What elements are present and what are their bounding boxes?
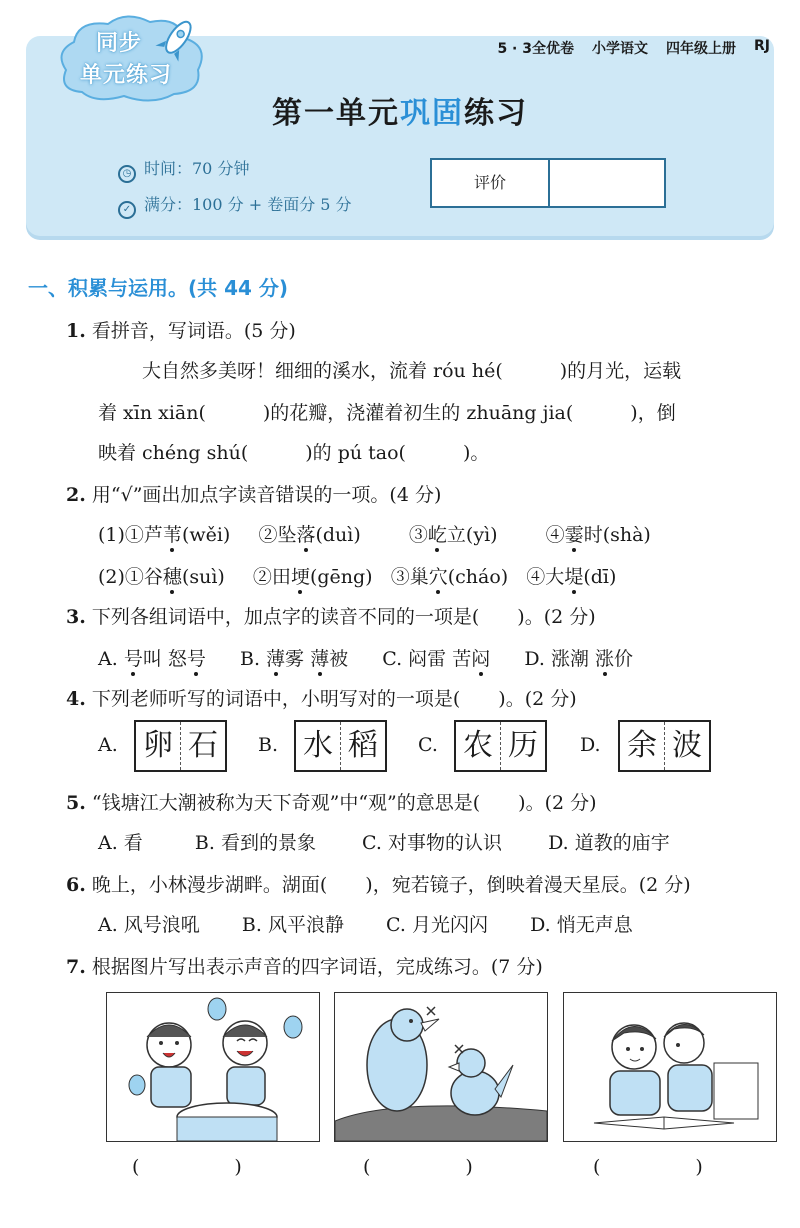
q2-row2	[98, 562, 616, 589]
q4-d-word[interactable]	[618, 720, 711, 772]
q2-2-opt4-dotted: 堤	[564, 566, 584, 588]
q3-stem	[66, 602, 596, 629]
q2-2-opt2-dotted: 埂	[290, 566, 310, 588]
q3-b-dotted2: 薄	[310, 648, 330, 670]
q2-2-opt4-pinyin: (dī)	[583, 566, 617, 588]
q4-d-char1: 余	[620, 722, 665, 770]
q2-text: 用“√”画出加点字读音错误的一项。(4 分)	[91, 484, 442, 506]
q7-answer-blank-3[interactable]: ( )	[593, 1156, 703, 1178]
q6-text: 晚上，小林漫步湖畔。湖面( )，宛若镜子，倒映着漫天星辰。(2 分)	[91, 874, 691, 896]
q4-b-char2: 稻	[348, 728, 378, 763]
q4-a-char1: 卵	[136, 722, 181, 770]
q2-stem	[66, 480, 441, 507]
q4-c-char1: 农	[456, 722, 501, 770]
q2-row1	[98, 520, 651, 547]
q4-a-char2: 石	[188, 728, 218, 763]
q2-1-opt4-pre: ④	[545, 524, 565, 546]
q2-2-opt1-pinyin: (suì)	[181, 566, 225, 588]
q2-1-opt3-pre: ③	[408, 524, 428, 546]
q3-a-label: A.	[98, 648, 124, 670]
q5-text: “钱塘江大潮被称为天下奇观”中“观”的意思是( )。(2 分)	[91, 792, 597, 814]
q2-1-opt3-rest: 立(yì)	[446, 524, 498, 546]
badge-text-line2: 单元练习	[80, 63, 173, 88]
check-icon: ✓	[118, 201, 136, 219]
q3-b-dotted1: 薄	[266, 648, 286, 670]
title-part1: 第一单元	[272, 96, 400, 131]
q6-option-a[interactable]: A. 风号浪吼	[98, 914, 200, 936]
q4-a-word[interactable]	[134, 720, 227, 772]
q3-b-mid: 雾	[285, 648, 311, 670]
page-title	[0, 88, 800, 132]
q6-number: 6.	[66, 874, 86, 896]
score-text: 满分：100 分 + 卷面分 5 分	[144, 195, 352, 214]
q4-c-label: C.	[418, 734, 438, 756]
q2-2-opt1-dotted: 穗	[162, 566, 182, 588]
q3-number: 3.	[66, 606, 86, 628]
q3-d-pre: D. 涨潮	[524, 648, 595, 670]
q6-option-b[interactable]: B. 风平浪静	[241, 914, 344, 936]
q2-1-opt1-pre: (1)①芦	[98, 524, 163, 546]
q2-1-opt4-rest: 时(shà)	[583, 524, 651, 546]
badge-text-line1: 同步	[96, 31, 143, 56]
clock-icon: ◷	[118, 165, 136, 183]
q4-d-char2: 波	[672, 728, 702, 763]
evaluation-blank[interactable]	[550, 160, 664, 206]
q5-number: 5.	[66, 792, 86, 814]
q2-2-opt3-dotted: 穴	[428, 566, 448, 588]
q7-answer-blank-2[interactable]: ( )	[363, 1156, 473, 1178]
q5-option-c[interactable]: C. 对事物的认识	[362, 832, 502, 854]
q4-b-word[interactable]	[294, 720, 387, 772]
q4-text: 下列老师听写的词语中，小明写对的一项是( )。(2 分)	[91, 688, 577, 710]
q2-1-opt1-pinyin: (wěi)	[181, 524, 231, 546]
q3-a-mid: 叫 怒	[142, 648, 187, 670]
picture-children-whispering	[563, 992, 777, 1142]
picture-children-drumming	[106, 992, 320, 1142]
q1-stem	[66, 316, 296, 343]
q4-stem	[66, 684, 577, 711]
series-name: 5 · 3全优卷	[497, 41, 574, 57]
q3-b-rest: 被	[329, 648, 349, 670]
title-part2: 巩固	[400, 96, 464, 131]
q5-stem	[66, 788, 597, 815]
q2-2-opt4-pre: ④大	[526, 566, 565, 588]
q3-a-dotted1: 号	[123, 648, 143, 670]
q2-1-opt1-dotted: 苇	[162, 524, 182, 546]
q5-option-b[interactable]: B. 看到的景象	[194, 832, 316, 854]
q2-1-opt3-dotted: 屹	[427, 524, 447, 546]
q1-number: 1.	[66, 320, 86, 342]
picture-birds-on-branch	[334, 992, 548, 1142]
q7-answer-blank-1[interactable]: ( )	[132, 1156, 242, 1178]
q4-number: 4.	[66, 688, 86, 710]
q5-option-d[interactable]: D. 道教的庙宇	[548, 832, 670, 854]
q7-number: 7.	[66, 956, 86, 978]
q2-1-opt2-pinyin: (duì)	[315, 524, 361, 546]
q3-b-label: B.	[239, 648, 267, 670]
section-heading: 一、积累与运用。(共 44 分)	[28, 276, 289, 300]
q4-b-label: B.	[258, 734, 279, 756]
q6-option-d[interactable]: D. 悄无声息	[530, 914, 633, 936]
q2-number: 2.	[66, 484, 86, 506]
evaluation-box	[430, 158, 666, 208]
q6-stem	[66, 870, 691, 897]
grade: 四年级上册	[666, 41, 736, 57]
q2-2-opt1-pre: (2)①谷	[98, 566, 163, 588]
q3-a-dotted2: 号	[186, 648, 206, 670]
q1-line2: 着 xīn xiān( )的花瓣，浇灌着初生的 zhuāng jia( )，倒	[98, 402, 676, 424]
series-meta	[497, 38, 770, 58]
q2-1-opt2-pre: ②坠	[258, 524, 297, 546]
q5-options	[98, 828, 670, 855]
q1-text: 看拼音，写词语。(5 分)	[91, 320, 296, 342]
time-info	[118, 156, 249, 183]
q7-text: 根据图片写出表示声音的四字词语，完成练习。(7 分)	[91, 956, 543, 978]
q6-option-c[interactable]: C. 月光闪闪	[386, 914, 488, 936]
q2-1-opt2-dotted: 落	[296, 524, 316, 546]
subject: 小学语文	[592, 41, 648, 57]
q2-2-opt2-pinyin: (gēng)	[309, 566, 373, 588]
q3-d-rest: 价	[614, 648, 634, 670]
title-part3: 练习	[464, 96, 528, 131]
q3-c-dotted: 闷	[471, 648, 491, 670]
q7-stem	[66, 952, 543, 979]
q3-options	[98, 644, 633, 671]
q3-text: 下列各组词语中，加点字的读音不同的一项是( )。(2 分)	[91, 606, 596, 628]
q2-1-opt4-dotted: 霎	[564, 524, 584, 546]
time-text: 时间：70 分钟	[144, 159, 250, 178]
q4-c-char2: 历	[508, 728, 538, 763]
q2-2-opt3-pinyin: (cháo)	[447, 566, 509, 588]
q4-d-label: D.	[580, 734, 601, 756]
q5-option-a[interactable]: A. 看	[98, 832, 143, 854]
q6-options	[98, 910, 633, 937]
q4-b-char1: 水	[296, 722, 341, 770]
q4-a-label: A.	[98, 734, 118, 756]
q3-d-dotted: 涨	[595, 648, 615, 670]
q1-line1: 大自然多美呀！细细的溪水，流着 róu hé( )的月光，运载	[142, 360, 682, 382]
q3-c-pre: C. 闷雷 苦	[382, 648, 472, 670]
q2-2-opt3-pre: ③巢	[390, 566, 429, 588]
q4-c-word[interactable]	[454, 720, 547, 772]
q1-line3: 映着 chéng shú( )的 pú tao( )。	[98, 442, 490, 464]
score-info	[118, 192, 352, 219]
q2-2-opt2-pre: ②田	[252, 566, 291, 588]
evaluation-label: 评价	[432, 160, 550, 206]
edition: RJ	[754, 38, 770, 54]
